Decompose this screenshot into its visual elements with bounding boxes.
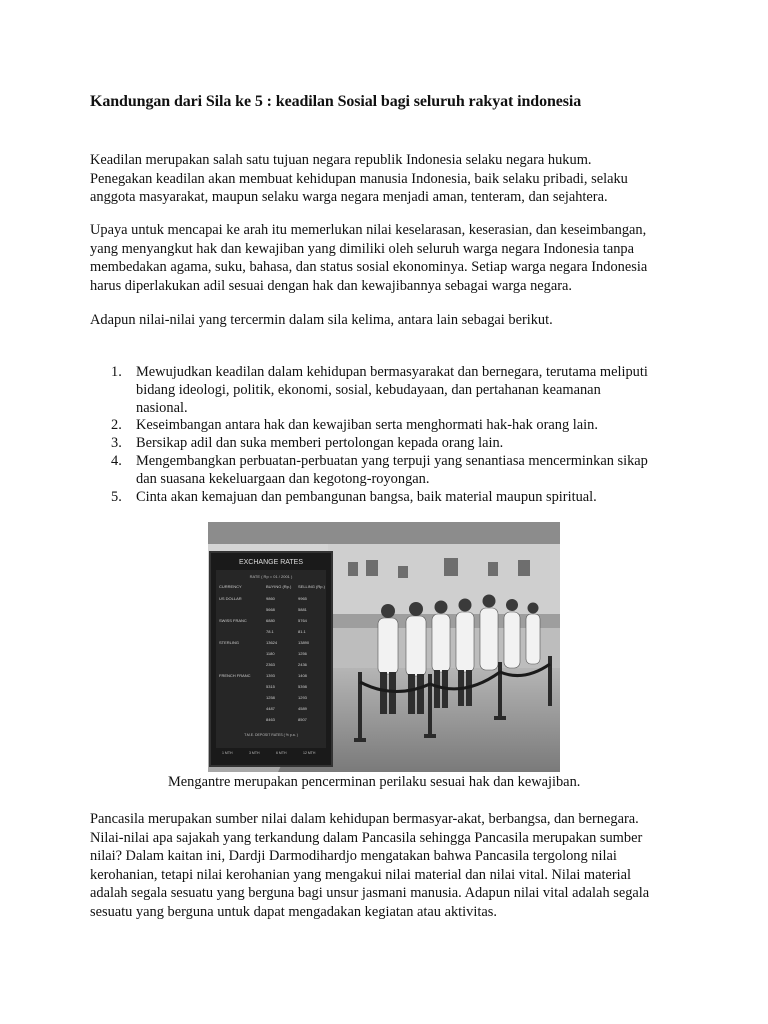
board-cell: 13624	[266, 640, 278, 645]
paragraph-intro	[90, 151, 628, 207]
board-cell: 6880	[266, 618, 275, 623]
board-header-cell: SELLING (Rp.)	[298, 584, 325, 589]
list-item-line: Keseimbangan antara hak dan kewajiban serta menghormati hak-hak orang lain.	[136, 417, 598, 434]
board-cell: 8507	[298, 717, 307, 722]
board-cell: 5668	[266, 607, 275, 612]
list-number: 3.	[111, 435, 122, 452]
list-number: 2.	[111, 417, 122, 434]
list-item-line: Bersikap adil dan suka memberi pertolongan kepada orang lain.	[136, 435, 504, 452]
list-item-line: Cinta akan kemajuan dan pembangunan bangsa, baik material maupun spiritual.	[136, 488, 597, 505]
list-item	[90, 364, 648, 417]
board-cell: 78.1	[266, 629, 274, 634]
list-item	[90, 417, 648, 435]
board-footer: T.M.E. DEPOSIT RATES ( % p.a. )	[244, 733, 298, 737]
board-cell: 9860	[266, 596, 275, 601]
board-footer-cell: 3 MTH	[249, 751, 260, 755]
board-cell: 1180	[266, 651, 275, 656]
board-cell: US DOLLAR	[219, 596, 242, 601]
photo-caption: Mengantre merupakan pencerminan perilaku sesuai hak dan kewajiban.	[168, 774, 581, 790]
board-title: EXCHANGE RATES	[238, 559, 304, 566]
paragraph-line: adalah segala sesuatu yang berguna bagi unsur jasmani manusia. Adapun nilai vital adalah segala	[90, 885, 650, 901]
board-cell: 5315	[266, 684, 275, 689]
board-header-cell: BUYING (Rp.)	[266, 584, 292, 589]
paragraph-line: anggota masyarakat, maupun selaku warga negara menjadi aman, tenteram, dan sejahtera.	[90, 189, 608, 205]
list-item	[90, 435, 648, 453]
board-cell: 8463	[266, 717, 275, 722]
board-cell: SWISS FRANC	[219, 618, 247, 623]
list-item-line: nasional.	[136, 399, 188, 416]
list-item	[90, 453, 648, 489]
list-number: 4.	[111, 452, 122, 469]
board-cell: 4487	[266, 706, 275, 711]
paragraph-line: membedakan agama, suku, bahasa, dan status sosial ekonominya. Setiap warga negara Indonesia	[90, 259, 648, 275]
paragraph-line: Upaya untuk mencapai ke arah itu memerlukan nilai keselarasan, keserasian, dan keseimbangan,	[90, 222, 647, 238]
paragraph-line: Pancasila merupakan sumber nilai dalam kehidupan bermasyar-akat, berbangsa, dan bernegara.	[90, 811, 639, 827]
board-cell: 1256	[298, 651, 307, 656]
paragraph-pancasila	[90, 810, 649, 921]
list-item	[90, 489, 648, 507]
board-cell: 13890	[298, 640, 310, 645]
board-cell: 1258	[266, 695, 275, 700]
paragraph-effort	[90, 221, 647, 295]
paragraph-line: sesuatu yang berguna untuk dapat mengadakan kegiatan atau aktivitas.	[90, 903, 497, 920]
paragraph-line: yang menyangkut hak dan kewajiban yang dimiliki oleh seluruh warga negara Indonesia tanpa	[90, 240, 635, 257]
board-cell: 1393	[266, 673, 275, 678]
board-footer-cell: 6 MTH	[276, 751, 287, 755]
board-header-cell: CURRENCY	[219, 584, 242, 589]
board-cell: 9965	[298, 596, 307, 601]
board-cell: STERLING	[219, 640, 240, 645]
board-cell: 1408	[298, 673, 307, 678]
list-item-line: dan suasana kekeluargaan dan kegotong-royongan.	[136, 470, 430, 487]
board-cell: 2436	[298, 662, 307, 667]
list-item-line: Mewujudkan keadilan dalam kehidupan bermasyarakat dan bernegara, terutama meliputi	[136, 364, 648, 380]
paragraph-line: Penegakan keadilan akan membuat kehidupan manusia Indonesia, baik selaku pribadi, selaku	[90, 170, 628, 187]
board-footer-cell: 12 MTH	[303, 751, 316, 755]
ceiling	[208, 522, 560, 544]
list-item-line: Mengembangkan perbuatan-perbuatan yang terpuji yang senantiasa mencerminkan sikap	[136, 452, 648, 469]
values-list	[90, 364, 648, 506]
list-number: 5.	[111, 488, 122, 505]
board-cell: 4589	[298, 706, 307, 711]
paragraph-line: Nilai-nilai apa sajakah yang terkandung dalam Pancasila sehingga Pancasila merupakan sumber	[90, 829, 643, 846]
board-subtitle: RATE ( Rp = 01 / 2001 )	[249, 574, 293, 579]
paragraph-line: kerohanian, tetapi nilai kerohanian yang mengakui nilai material dan nilai vital. Nilai material	[90, 866, 632, 883]
paragraph-line: harus diperlakukan adil sesuai dengan hak dan kewajibannya sebagai warga negara.	[90, 277, 573, 294]
paragraph-line: Keadilan merupakan salah satu tujuan negara republik Indonesia selaku negara hukum.	[90, 152, 592, 168]
paragraph-line: nilai? Dalam kaitan ini, Dardji Darmodihardjo mengatakan bahwa Pancasila tergolong nilai	[90, 848, 617, 864]
paragraph-list-intro	[90, 311, 553, 330]
board-footer-cell: 1 MTH	[222, 751, 233, 755]
paragraph-line: Adapun nilai-nilai yang tercermin dalam sila kelima, antara lain sebagai berikut.	[90, 312, 553, 328]
board-cell: 5881	[298, 607, 307, 612]
queue-photo	[208, 522, 560, 772]
board-cell: 5398	[298, 684, 307, 689]
list-item-line: bidang ideologi, politik, ekonomi, sosial, kebudayaan, dan pertahanan keamanan	[136, 381, 601, 398]
board-cell: 5764	[298, 618, 307, 623]
list-number: 1.	[111, 364, 122, 380]
board-cell: 81.1	[298, 629, 306, 634]
board-cell: FRENCH FRANC	[219, 673, 251, 678]
board-cell: 1293	[298, 695, 307, 700]
exchange-rate-board	[210, 552, 332, 766]
board-cell: 2363	[266, 662, 275, 667]
document-title: Kandungan dari Sila ke 5 : keadilan Sosial bagi seluruh rakyat indonesia	[90, 93, 582, 110]
